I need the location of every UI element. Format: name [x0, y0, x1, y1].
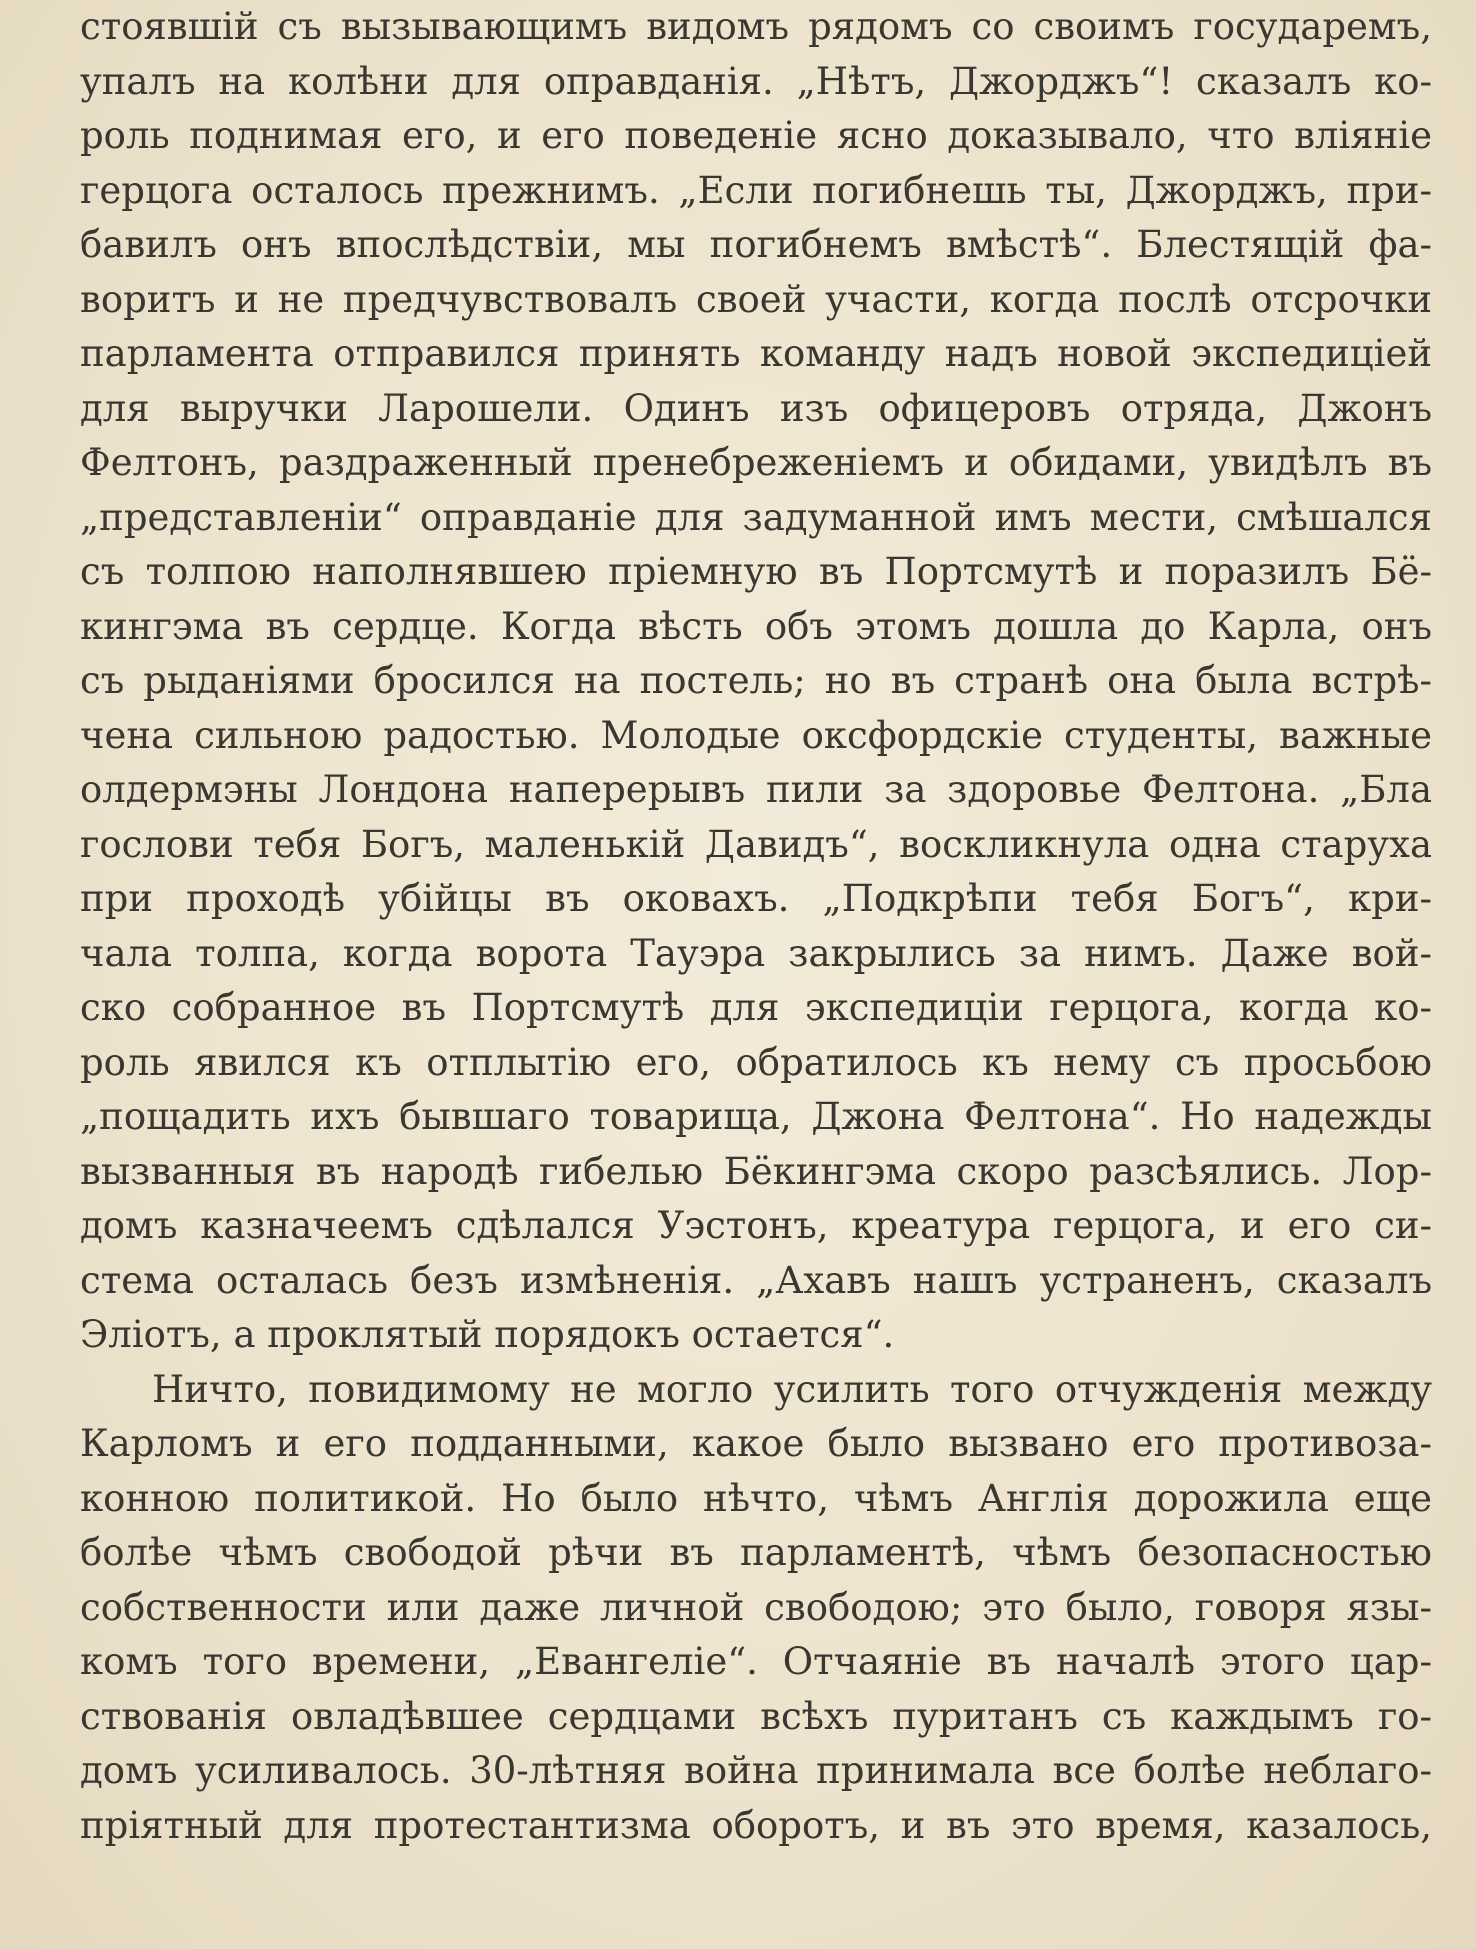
text-line: герцога осталось прежнимъ. „Если погибнешь ты, Джорджъ, при-: [80, 168, 1432, 212]
text-line: конною политикой. Но было нѣчто, чѣмъ Англія дорожила еще: [80, 1476, 1432, 1520]
text-line: пріятный для протестантизма оборотъ, и въ это время, казалось,: [80, 1803, 1432, 1847]
text-line: домъ усиливалось. 30-лѣтняя война принимала все болѣе неблаго-: [80, 1749, 1432, 1792]
text-line: ствованія овладѣвшее сердцами всѣхъ пуританъ съ каждымъ го-: [80, 1694, 1432, 1738]
paragraph-2: [80, 1363, 1432, 1854]
text-line: Элiотъ, а проклятый порядокъ остается“.: [80, 1313, 895, 1356]
text-line: воритъ и не предчувствовалъ своей участи, когда послѣ отсрочки: [80, 277, 1432, 321]
text-line: домъ казначеемъ сдѣлался Уэстонъ, креатура герцога, и его си-: [80, 1204, 1432, 1247]
text-line: „пощадить ихъ бывшаго товарища, Джона Фелтона“. Но надежды: [80, 1095, 1432, 1138]
text-line: комъ того времени, „Евангеліе“. Отчаяніе въ началѣ этого цар-: [80, 1640, 1432, 1683]
text-line: упалъ на колѣни для оправданія. „Нѣтъ, Джорджъ“! сказалъ ко-: [80, 59, 1432, 103]
text-line: „представленіи“ оправданіе для задуманной имъ мести, смѣшался: [80, 495, 1432, 539]
text-line: Фелтонъ, раздраженный пренебреженіемъ и обидами, увидѣлъ въ: [80, 441, 1432, 484]
text-line: болѣе чѣмъ свободой рѣчи въ парламентѣ, чѣмъ безопасностью: [80, 1531, 1432, 1574]
text-line: стема осталась безъ измѣненія. „Ахавъ нашъ устраненъ, сказалъ: [80, 1258, 1432, 1302]
text-line: чала толпа, когда ворота Тауэра закрылись за нимъ. Даже вой-: [80, 931, 1432, 975]
text-line: ско собранное въ Портсмутѣ для экспедиціи герцога, когда ко-: [80, 986, 1432, 1029]
text-line: стоявшій съ вызывающимъ видомъ рядомъ со своимъ государемъ,: [80, 5, 1432, 48]
text-line: бавилъ онъ впослѣдствіи, мы погибнемъ вмѣстѣ“. Блестящій фа-: [80, 223, 1432, 266]
text-line: вызванныя въ народѣ гибелью Бёкингэма скоро разсѣялись. Лор-: [80, 1149, 1432, 1193]
text-line: роль поднимая его, и его поведеніе ясно доказывало, что вліяніе: [80, 114, 1432, 157]
text-line: Ничто, повидимому не могло усилить того отчужденія между: [152, 1367, 1432, 1411]
text-line: парламента отправился принять команду надъ новой экспедиціей: [80, 332, 1432, 375]
text-line: при проходѣ убійцы въ оковахъ. „Подкрѣпи тебя Богъ“, кри-: [80, 877, 1432, 920]
text-line: съ рыданіями бросился на постель; но въ странѣ она была встрѣ-: [80, 659, 1432, 702]
text-line: собственности или даже личной свободою; это было, говоря язы-: [80, 1585, 1432, 1629]
paragraph-1: [80, 0, 1432, 1363]
page-text: [80, 0, 1432, 1853]
text-line: роль явился къ отплытію его, обратилось къ нему съ просьбою: [80, 1040, 1432, 1084]
text-line: съ толпою наполнявшею пріемную въ Портсмутѣ и поразилъ Бё-: [80, 550, 1432, 593]
text-line: Карломъ и его подданными, какое было вызвано его противоза-: [80, 1422, 1432, 1465]
text-line: олдермэны Лондона наперерывъ пили за здоровье Фелтона. „Бла: [80, 768, 1432, 811]
text-line: чена сильною радостью. Молодые оксфордскіе студенты, важные: [80, 713, 1432, 757]
text-line: гослови тебя Богъ, маленькій Давидъ“, воскликнула одна старуха: [80, 822, 1432, 866]
text-line: кингэма въ сердце. Когда вѣсть объ этомъ дошла до Карла, онъ: [80, 604, 1432, 648]
text-line: для выручки Ларошели. Одинъ изъ офицеровъ отряда, Джонъ: [80, 386, 1432, 430]
